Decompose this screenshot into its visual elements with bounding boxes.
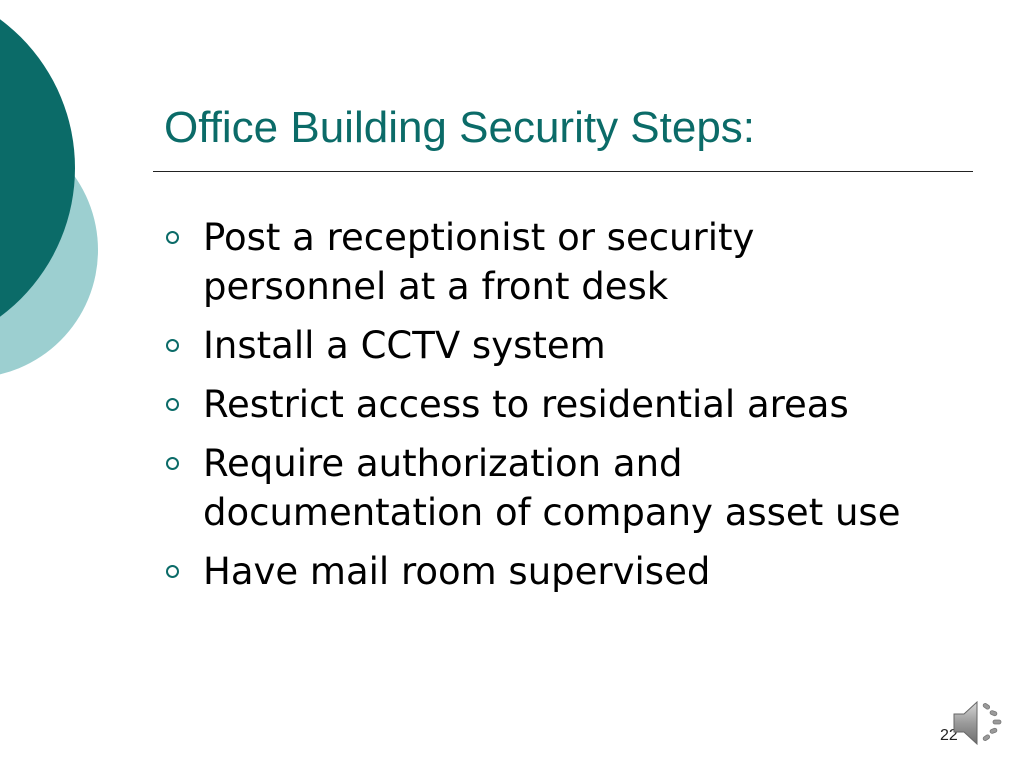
bullet-item: [163, 321, 943, 370]
hollow-circle-icon: [166, 398, 179, 411]
bullet-item: [163, 213, 943, 311]
bullet-list: [163, 213, 943, 606]
hollow-circle-icon: [166, 231, 179, 244]
hollow-circle-icon: [166, 565, 179, 578]
bullet-text: Post a receptionist or security personnel at a front desk: [203, 216, 755, 308]
title-divider: [153, 171, 973, 172]
decorative-circles: [0, 0, 110, 410]
slide-title: Office Building Security Steps:: [164, 103, 756, 152]
bullet-text: Require authorization and documentation of company asset use: [203, 442, 901, 534]
bullet-text: Have mail room supervised: [203, 550, 711, 593]
hollow-circle-icon: [166, 339, 179, 352]
slide-number: 22: [940, 727, 958, 744]
bullet-item: [163, 439, 943, 537]
bullet-item: [163, 547, 943, 596]
hollow-circle-icon: [166, 457, 179, 470]
bullet-text: Restrict access to residential areas: [203, 383, 849, 426]
bullet-text: Install a CCTV system: [203, 324, 606, 367]
bullet-item: [163, 380, 943, 429]
speaker-icon[interactable]: [950, 696, 1008, 750]
